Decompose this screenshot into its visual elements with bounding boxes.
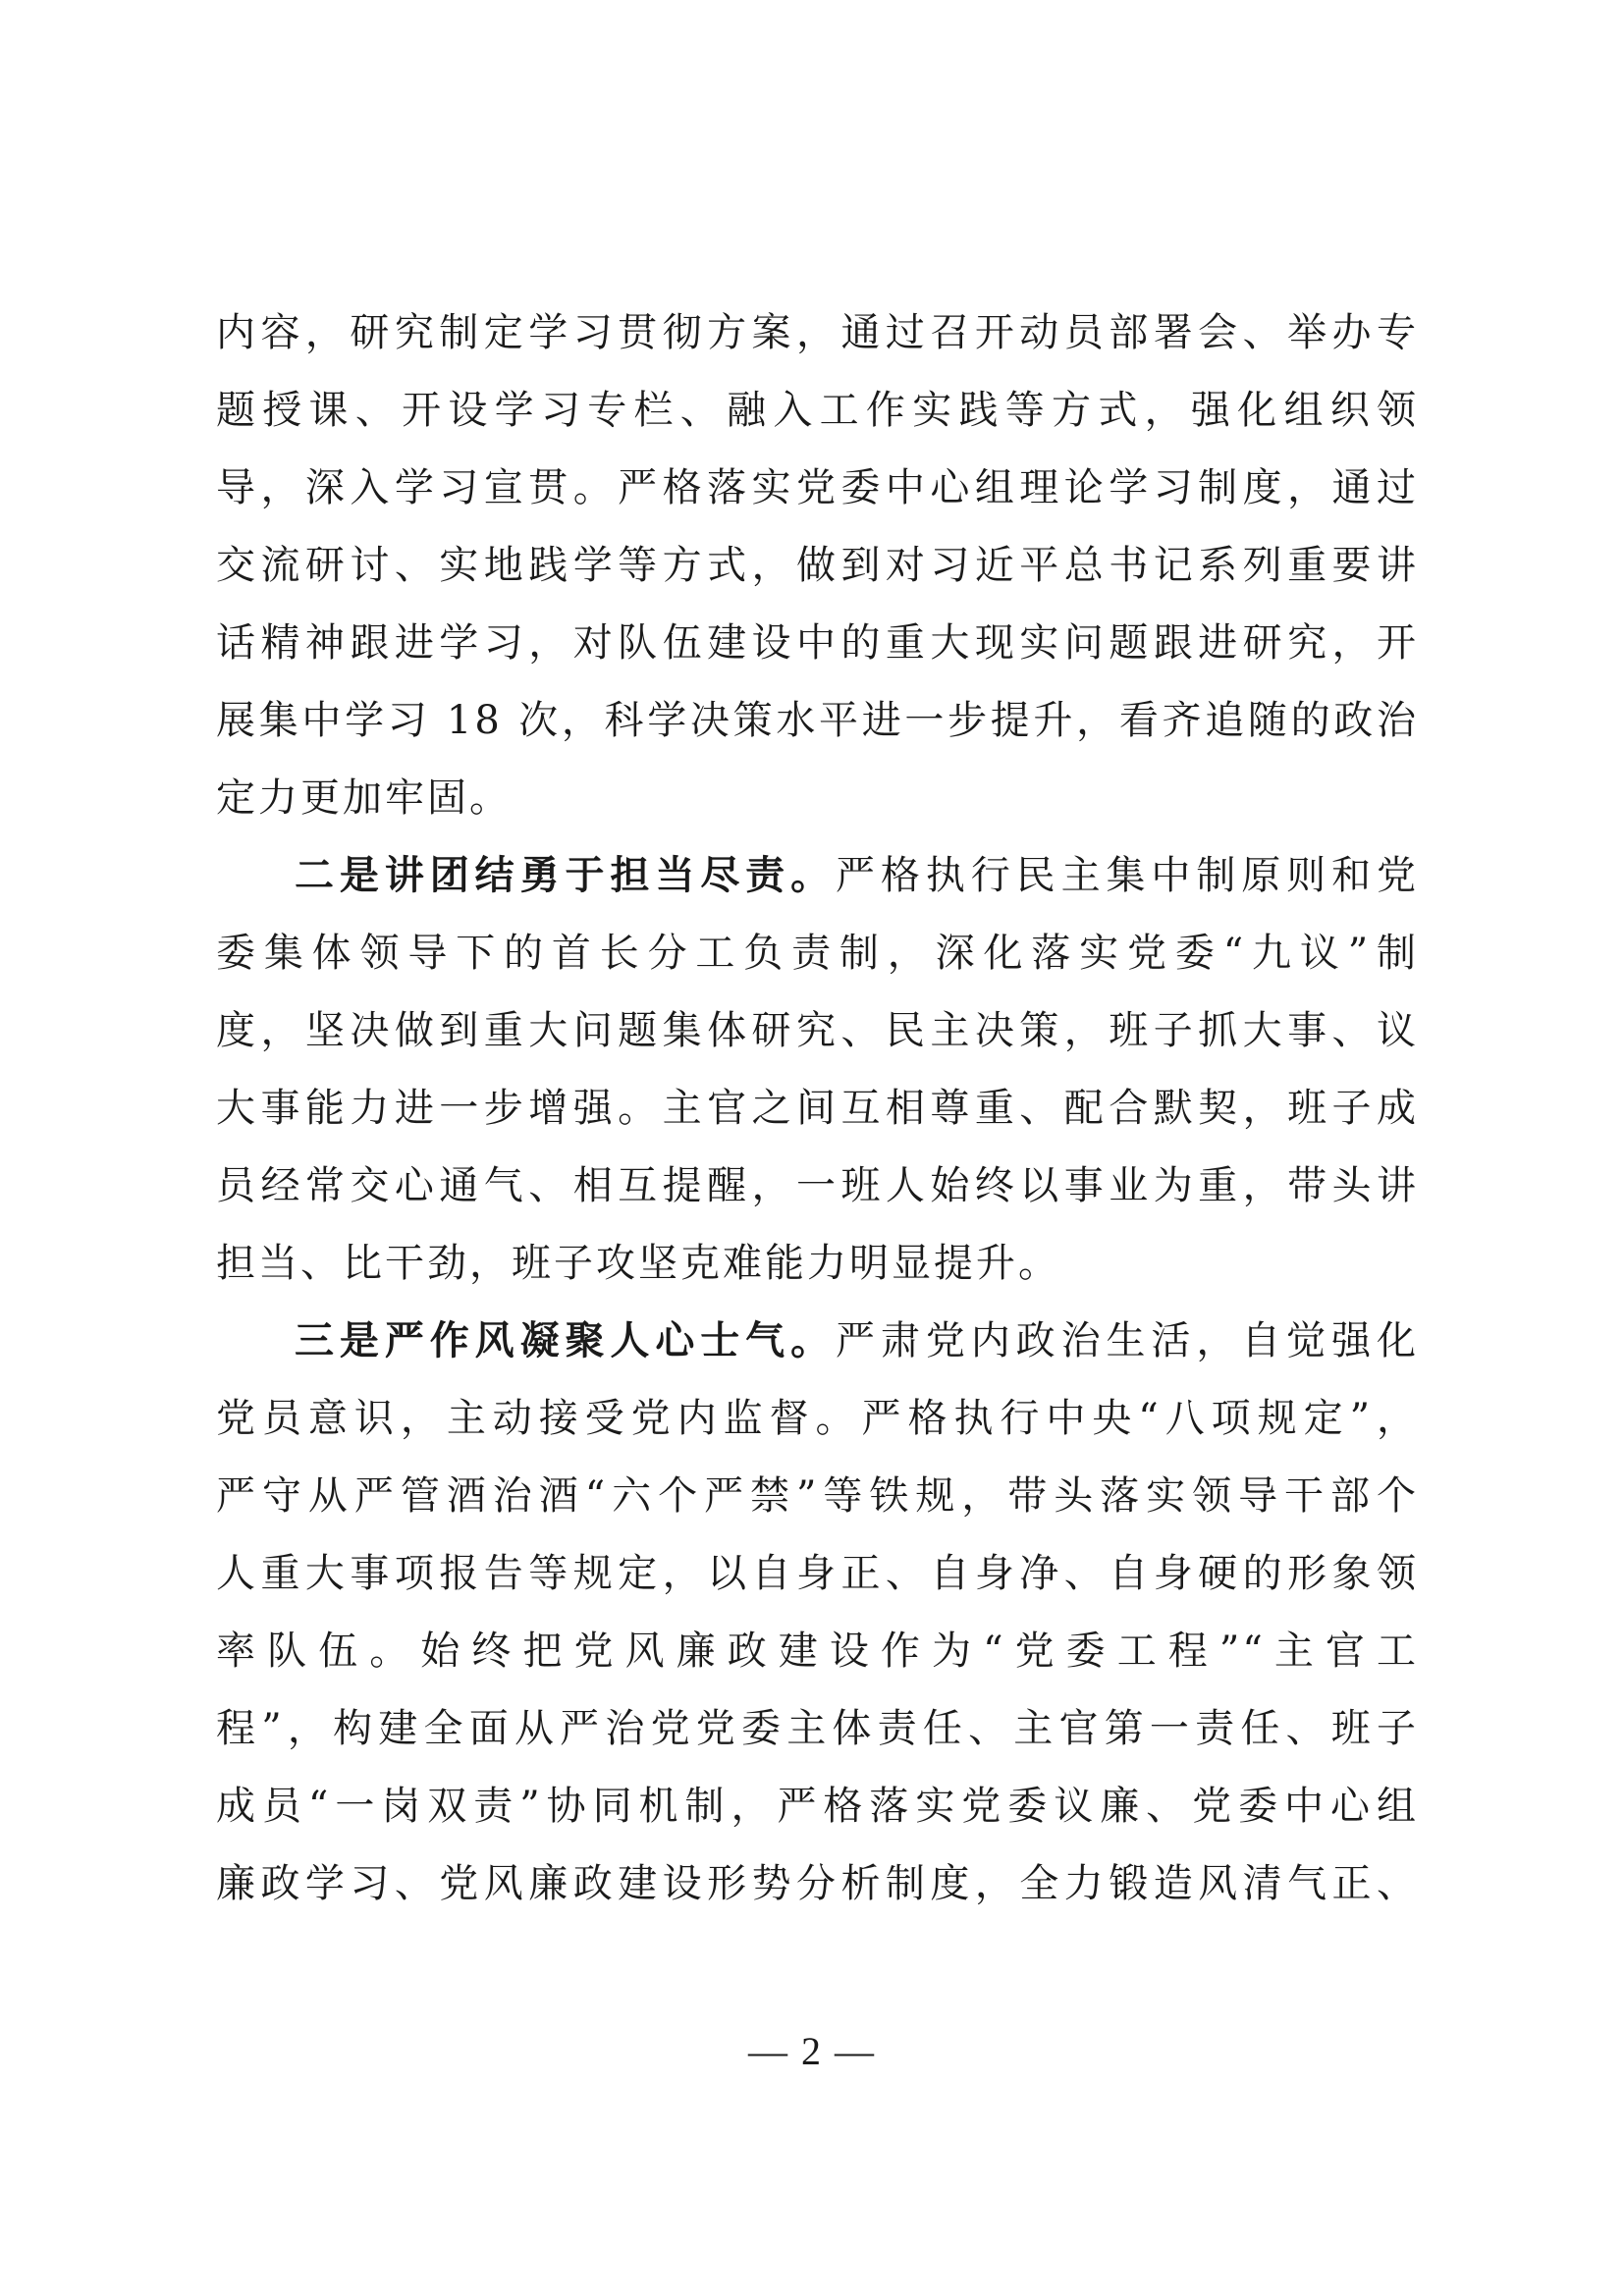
paragraph1-line: 展集中学习 18 次，科学决策水平进一步提升，看齐追随的政治 xyxy=(216,698,1419,743)
paragraph3-line: 人重大事项报告等规定，以自身正、自身净、自身硬的形象领 xyxy=(216,1551,1419,1596)
paragraph2-line: 度，坚决做到重大问题集体研究、民主决策，班子抓大事、议 xyxy=(216,1008,1419,1053)
paragraph3-line: 成员“一岗双责”协同机制，严格落实党委议廉、党委中心组 xyxy=(216,1784,1419,1829)
paragraph1-line: 话精神跟进学习，对队伍建设中的重大现实问题跟进研究，开 xyxy=(216,620,1419,666)
paragraph2-first-line xyxy=(216,837,1419,915)
paragraph2-line: 大事能力进一步增强。主官之间互相尊重、配合默契，班子成 xyxy=(216,1086,1419,1131)
document-body xyxy=(216,294,1419,1923)
paragraph2-lead-heading: 二是讲团结勇于担当尽责。 xyxy=(295,853,836,898)
paragraph3-line: 廉政学习、党风廉政建设形势分析制度，全力锻造风清气正、 xyxy=(216,1861,1419,1906)
paragraph3-line: 严守从严管酒治酒“六个严禁”等铁规，带头落实领导干部个 xyxy=(216,1473,1419,1519)
paragraph2-first-line-text: 严格执行民主集中制原则和党 xyxy=(836,853,1419,898)
paragraph2-line: 员经常交心通气、相互提醒，一班人始终以事业为重，带头讲 xyxy=(216,1163,1419,1208)
paragraph1-line: 内容，研究制定学习贯彻方案，通过召开动员部署会、举办专 xyxy=(216,310,1419,355)
paragraph3-line: 率队伍。始终把党风廉政建设作为“党委工程”“主官工 xyxy=(216,1629,1419,1674)
paragraph1-line: 题授课、开设学习专栏、融入工作实践等方式，强化组织领 xyxy=(216,388,1419,433)
paragraph3-first-line xyxy=(216,1303,1419,1380)
paragraph1-line: 定力更加牢固。 xyxy=(216,775,512,821)
paragraph3-lead-heading: 三是严作风凝聚人心士气。 xyxy=(295,1318,836,1363)
paragraph2-line: 委集体领导下的首长分工负责制，深化落实党委“九议”制 xyxy=(216,931,1419,976)
paragraph3-first-line-text: 严肃党内政治生活，自觉强化 xyxy=(836,1318,1419,1363)
paragraph3-line: 党员意识，主动接受党内监督。严格执行中央“八项规定”， xyxy=(216,1396,1419,1441)
paragraph1-line: 导，深入学习宣贯。严格落实党委中心组理论学习制度，通过 xyxy=(216,465,1419,510)
page-number: — 2 — xyxy=(748,2029,876,2073)
paragraph2-line: 担当、比干劲，班子攻坚克难能力明显提升。 xyxy=(216,1241,1060,1286)
paragraph1-line: 交流研讨、实地践学等方式，做到对习近平总书记系列重要讲 xyxy=(216,543,1419,588)
paragraph3-line: 程”，构建全面从严治党党委主体责任、主官第一责任、班子 xyxy=(216,1706,1419,1751)
